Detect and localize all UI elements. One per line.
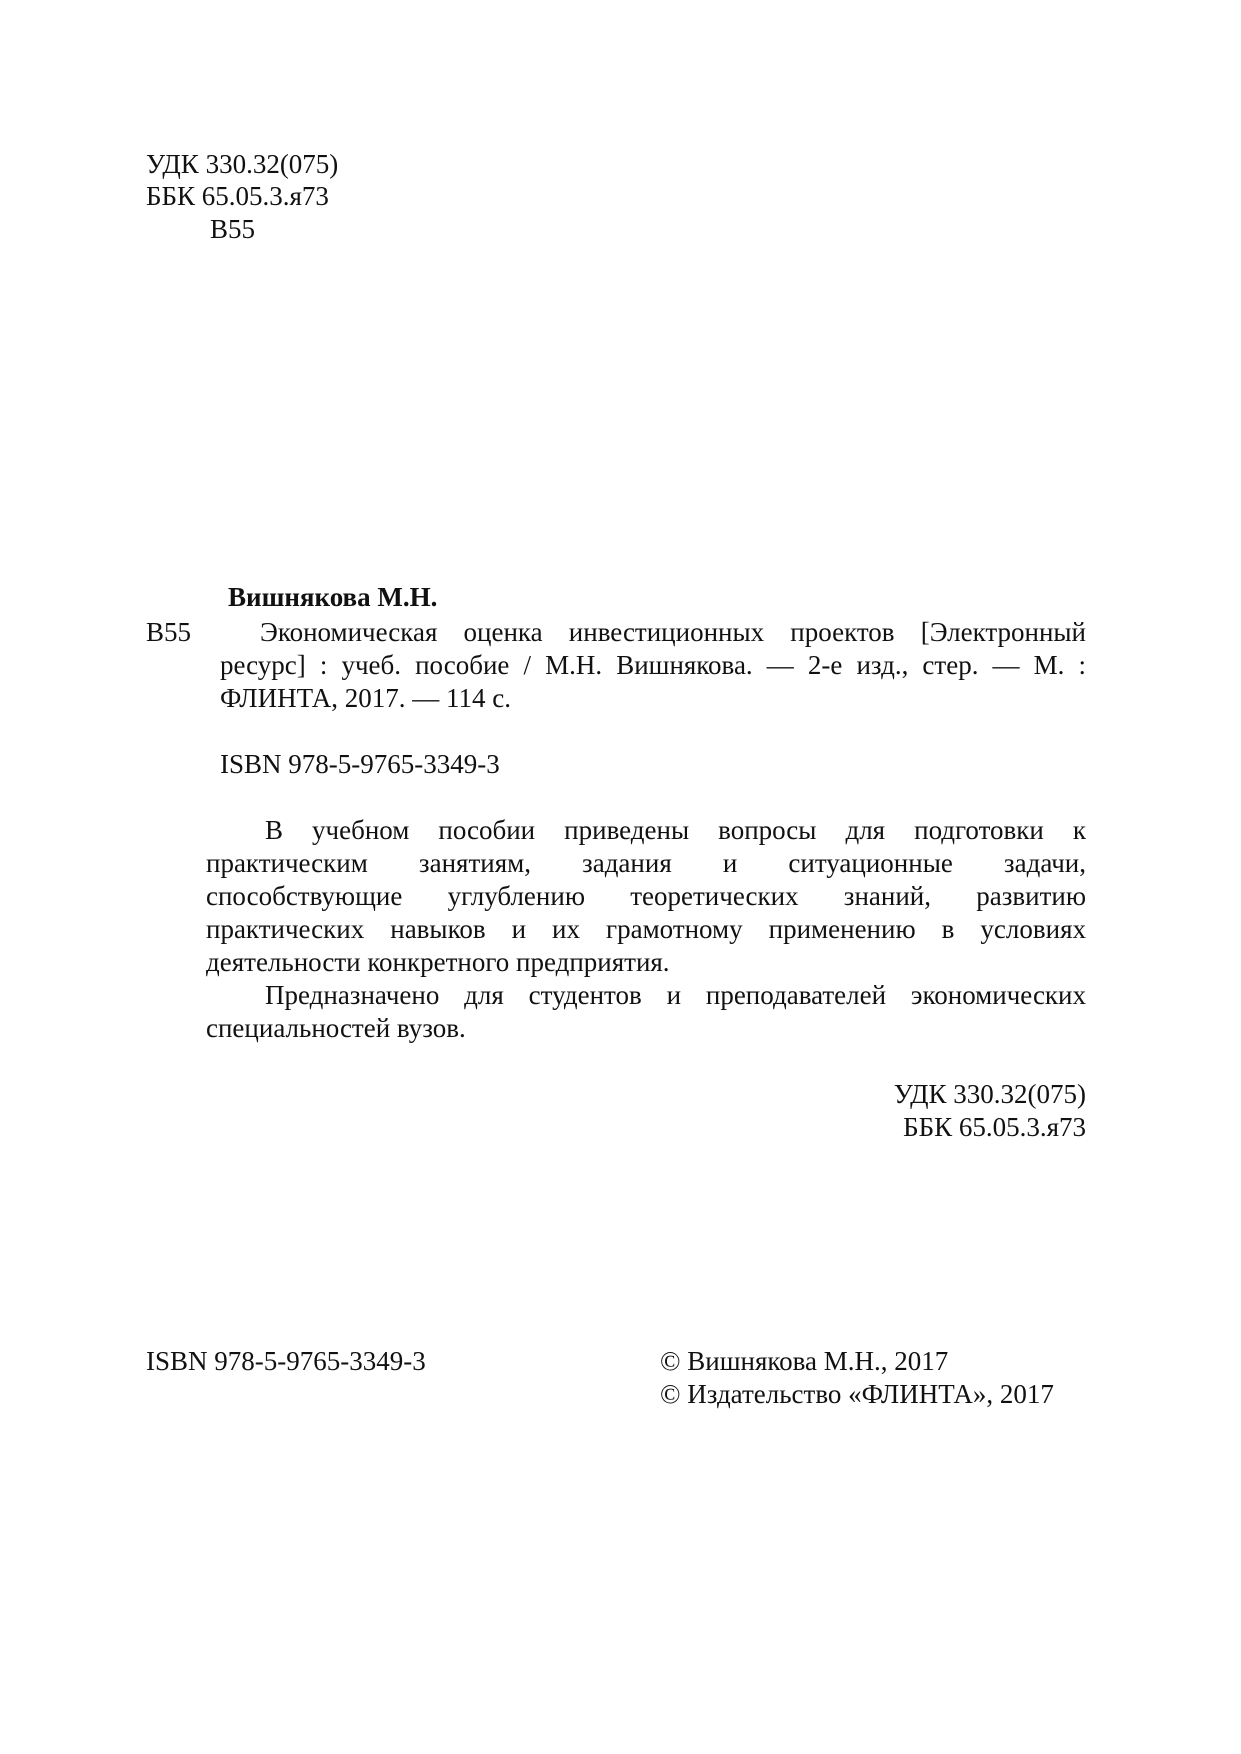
copyright-author: © Вишнякова М.Н., 2017 — [660, 1346, 949, 1376]
card-isbn: ISBN 978-5-9765-3349-3 — [220, 749, 500, 779]
card-bbk: ББК 65.05.3.я73 — [903, 1112, 1086, 1142]
top-author-mark: В55 — [210, 214, 256, 244]
title-line-1: Экономическая оценка инвестиционных проектов [Электронный — [260, 617, 1086, 647]
card-author-mark: В55 — [146, 617, 192, 647]
title-line-3: ФЛИНТА, 2017. — 114 с. — [220, 683, 511, 713]
footer-isbn: ISBN 978-5-9765-3349-3 — [146, 1346, 426, 1376]
annotation-line-7: специальностей вузов. — [206, 1013, 466, 1043]
card-udk: УДК 330.32(075) — [893, 1079, 1086, 1109]
annotation-line-3: способствующие углублению теоретических знаний, развитию — [206, 881, 1086, 911]
author-heading: Вишнякова М.Н. — [228, 582, 438, 612]
annotation-line-6: Предназначено для студентов и преподавателей экономических — [265, 980, 1086, 1010]
top-bbk: ББК 65.05.3.я73 — [146, 181, 329, 211]
annotation-line-2: практическим занятиям, задания и ситуационные задачи, — [206, 848, 1086, 878]
annotation-line-1: В учебном пособии приведены вопросы для подготовки к — [265, 815, 1086, 845]
top-udk: УДК 330.32(075) — [146, 149, 339, 179]
title-line-2: ресурс] : учеб. пособие / М.Н. Вишнякова. — 2-е изд., стер. — М. : — [220, 650, 1086, 680]
annotation-line-5: деятельности конкретного предприятия. — [206, 947, 670, 977]
annotation-line-4: практических навыков и их грамотному применению в условиях — [206, 914, 1086, 944]
copyright-publisher: © Издательство «ФЛИНТА», 2017 — [660, 1379, 1054, 1409]
